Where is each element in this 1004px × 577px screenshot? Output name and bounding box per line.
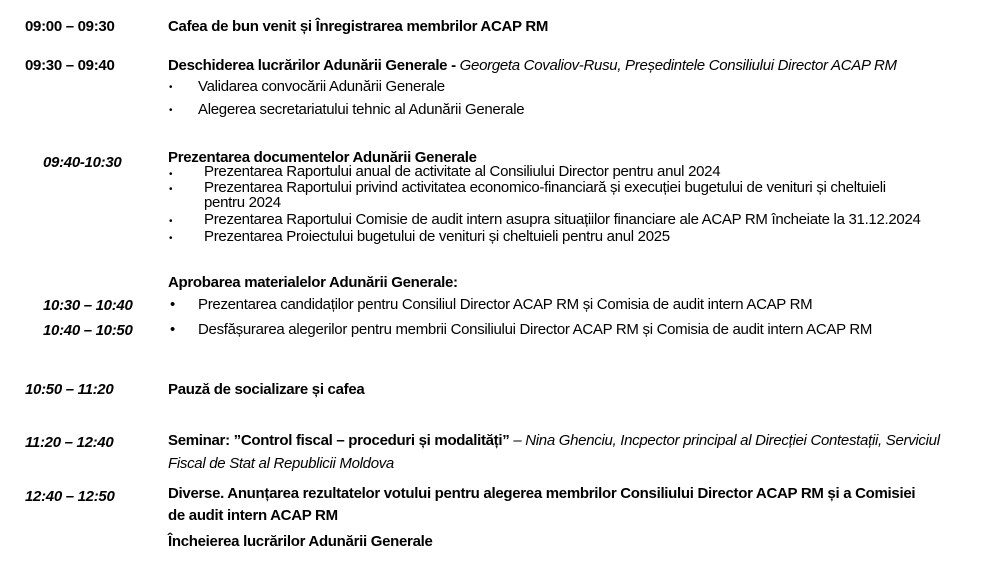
bullet-icon: • — [169, 184, 173, 195]
agenda-title: Pauză de socializare și cafea — [168, 381, 365, 398]
speaker: Georgeta Covaliov-Rusu, Președintele Consiliului Director ACAP RM — [459, 57, 897, 74]
bullet-icon: • — [169, 169, 173, 180]
time-slot: 09:40-10:30 — [43, 154, 122, 171]
bullet-icon: • — [170, 296, 176, 313]
closing-title: Încheierea lucrărilor Adunării Generale — [168, 533, 433, 550]
time-slot: 09:30 – 09:40 — [25, 57, 115, 74]
list-item: Validarea convocării Adunării Generale — [198, 78, 445, 95]
bullet-icon: • — [169, 105, 173, 116]
time-slot: 10:50 – 11:20 — [25, 381, 114, 398]
bullet-icon: • — [170, 321, 176, 338]
list-item: Prezentarea candidaților pentru Consiliul Director ACAP RM și Comisia de audit intern ACAP RM — [198, 296, 813, 313]
time-slot: 10:30 – 10:40 — [43, 297, 133, 314]
speaker: – Nina Ghenciu, Incpector principal al Direcției Contestații, Serviciul — [513, 432, 940, 449]
agenda-title: Diverse. Anunțarea rezultatelor votului pentru alegerea membrilor Consiliului Director ACAP RM și a Comisiei — [168, 485, 916, 502]
time-slot: 10:40 – 10:50 — [43, 322, 133, 339]
speaker-continuation: Fiscal de Stat al Republicii Moldova — [168, 455, 394, 472]
agenda-title-continuation: de audit intern ACAP RM — [168, 507, 338, 524]
time-slot: 12:40 – 12:50 — [25, 488, 115, 505]
list-item: Desfășurarea alegerilor pentru membrii Consiliului Director ACAP RM și Comisia de audit intern ACAP RM — [198, 321, 873, 338]
agenda-title-line — [168, 57, 897, 74]
time-slot: 11:20 – 12:40 — [25, 434, 114, 451]
agenda-title: Prezentarea documentelor Adunării Generale — [168, 149, 477, 166]
agenda-title: Deschiderea lucrărilor Adunării Generale - — [168, 57, 456, 74]
list-item: Prezentarea Raportului anual de activitate al Consiliului Director pentru anul 2024 — [204, 163, 721, 180]
bullet-icon: • — [169, 216, 173, 227]
time-slot: 09:00 – 09:30 — [25, 18, 115, 35]
agenda-title: Seminar: ”Control fiscal – proceduri și modalități” — [168, 432, 510, 449]
agenda-title-line — [168, 432, 940, 449]
bullet-icon: • — [169, 82, 173, 93]
list-item: Prezentarea Proiectului bugetului de venituri și cheltuieli pentru anul 2025 — [204, 228, 670, 245]
agenda-title: Aprobarea materialelor Adunării Generale: — [168, 274, 458, 291]
list-item: Alegerea secretariatului tehnic al Adunării Generale — [198, 101, 525, 118]
bullet-icon: • — [169, 233, 173, 244]
list-item: Prezentarea Raportului privind activitatea economico-financiară și execuției bugetului de venituri și cheltuieli — [204, 179, 886, 196]
list-item: Prezentarea Raportului Comisie de audit intern asupra situațiilor financiare ale ACAP RM încheiate la 31.12.2024 — [204, 211, 921, 228]
agenda-title: Cafea de bun venit și Înregistrarea membrilor ACAP RM — [168, 18, 549, 35]
list-item-continuation: pentru 2024 — [204, 194, 281, 211]
